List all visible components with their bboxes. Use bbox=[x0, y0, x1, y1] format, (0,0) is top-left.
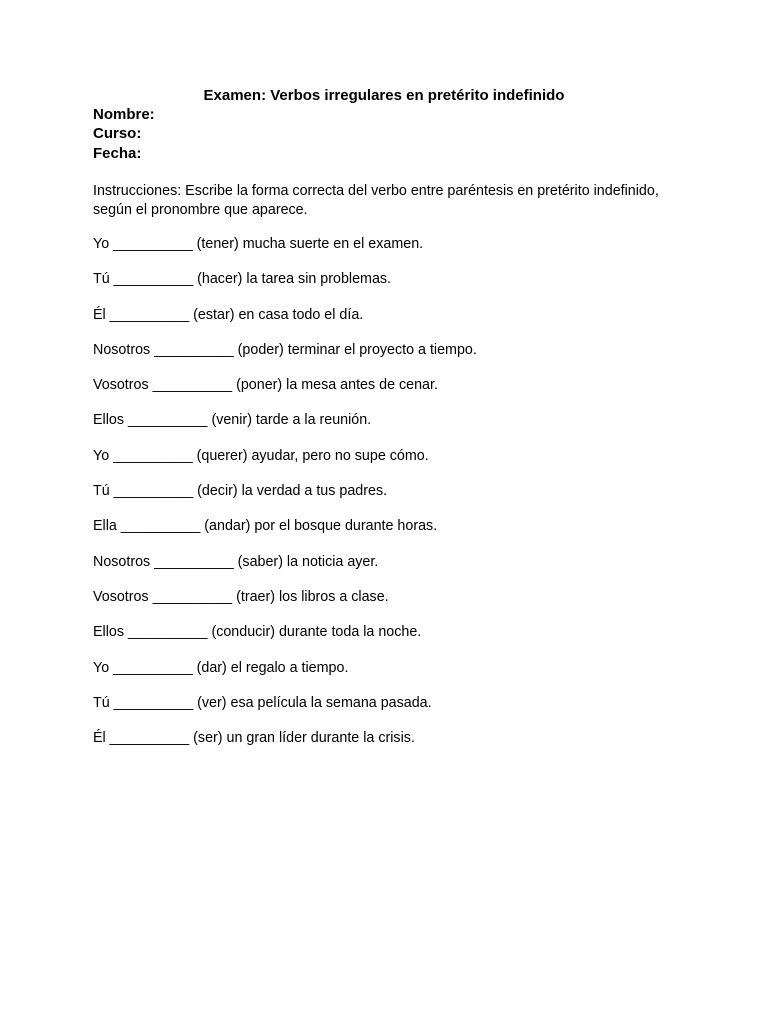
fecha-label: Fecha: bbox=[93, 145, 142, 162]
question-item: Él __________ (estar) en casa todo el día. bbox=[93, 306, 364, 323]
question-item: Vosotros __________ (poner) la mesa antes de cenar. bbox=[93, 377, 438, 394]
question-item: Ella __________ (andar) por el bosque durante horas. bbox=[93, 518, 438, 535]
instructions-line-1: Instrucciones: Escribe la forma correcta del verbo entre paréntesis en pretérito indefinido, bbox=[93, 183, 659, 199]
question-item: Ellos __________ (venir) tarde a la reunión. bbox=[93, 412, 372, 429]
exam-title: Examen: Verbos irregulares en pretérito indefinido bbox=[203, 87, 565, 104]
question-item: Tú __________ (hacer) la tarea sin problemas. bbox=[93, 271, 392, 288]
curso-label: Curso: bbox=[93, 125, 142, 142]
question-item: Ellos __________ (conducir) durante toda la noche. bbox=[93, 624, 422, 641]
question-item: Yo __________ (querer) ayudar, pero no supe cómo. bbox=[93, 447, 429, 464]
instructions-line-2: según el pronombre que aparece. bbox=[93, 202, 308, 218]
instructions bbox=[93, 182, 683, 220]
question-item: Él __________ (ser) un gran líder durante la crisis. bbox=[93, 730, 415, 747]
question-item: Yo __________ (dar) el regalo a tiempo. bbox=[93, 659, 349, 676]
question-item: Vosotros __________ (traer) los libros a clase. bbox=[93, 588, 389, 605]
question-item: Tú __________ (decir) la verdad a tus padres. bbox=[93, 483, 388, 500]
question-item: Nosotros __________ (poder) terminar el proyecto a tiempo. bbox=[93, 341, 477, 358]
question-list bbox=[93, 235, 693, 764]
question-item: Nosotros __________ (saber) la noticia ayer. bbox=[93, 553, 379, 570]
question-item: Tú __________ (ver) esa película la semana pasada. bbox=[93, 694, 432, 711]
nombre-label: Nombre: bbox=[93, 106, 155, 123]
question-item: Yo __________ (tener) mucha suerte en el examen. bbox=[93, 236, 424, 252]
